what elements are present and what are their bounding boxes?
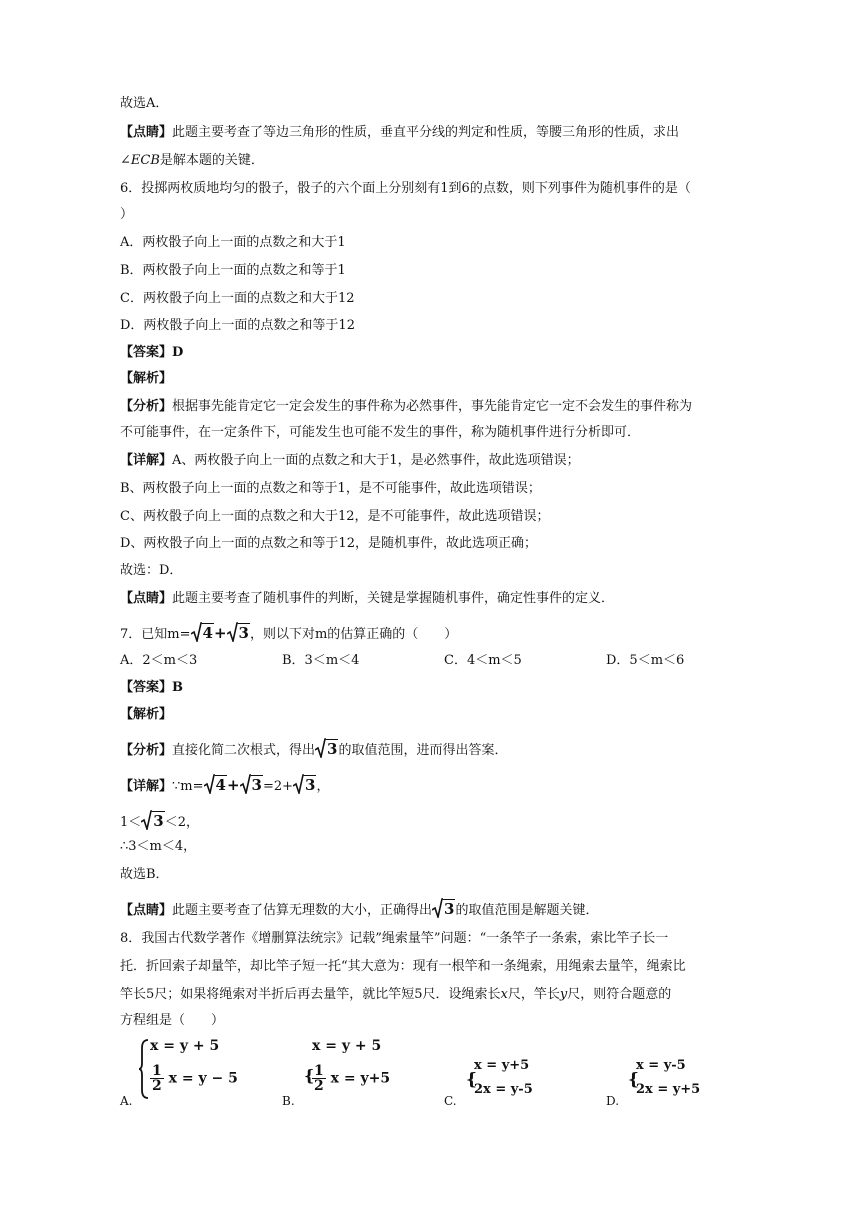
q5-answer: 故选A． xyxy=(120,96,169,111)
sqrt-3: 3 xyxy=(315,740,338,758)
detail-text: A、两枚骰子向上一面的点数之和大于1，是必然事件，故此选项错误； xyxy=(172,453,580,468)
stem3-mid: 尺，竿长 xyxy=(507,987,560,1002)
stem3-pre: 竿长5尺；如果将绳索对半折后再去量竿，就比竿短5尺．设绳索长 xyxy=(120,987,501,1002)
comment-text: 此题主要考查了随机事件的判断，关键是掌握随机事件，确定性事件的定义． xyxy=(172,591,615,606)
q6-fenxi-cont: 不可能事件，在一定条件下，可能发生也可能不发生的事件，称为随机事件进行分析即可． xyxy=(120,425,641,440)
detail-tag: 【详解】 xyxy=(120,779,173,794)
q6-fenxi xyxy=(120,398,692,416)
q8-b-eq2: $\frac{1}{2}$ x = y+5 xyxy=(314,1063,391,1094)
detail-tag: 【详解】 xyxy=(120,453,173,468)
q8-label-b: B. xyxy=(282,1094,295,1108)
stem3-post: 尺，则符合题意的 xyxy=(567,987,672,1002)
q7-stem-post: ，则以下对m的估算正确的（ ） xyxy=(249,627,458,642)
q8-stem-2: 托．折回索子却量竿，却比竿子短一托“其大意为：现有一根竿和一条绳索，用绳索去量竿，绳索比 xyxy=(120,959,686,974)
plus-sign: + xyxy=(226,776,240,794)
q5-comment xyxy=(120,124,679,142)
comment-text-cont: 是解本题的关键． xyxy=(159,153,264,168)
q8-stem-1: 8．我国古代数学著作《增删算法统宗》记载”绳索量竿”问题：“一条竿子一条索，索比竿子长一 xyxy=(120,931,669,946)
q6-detail-c: C、两枚骰子向上一面的点数之和大于12，是不可能事件，故此选项错误； xyxy=(120,509,550,524)
q7-stem-pre: 7．已知m= xyxy=(120,627,191,642)
fenxi-tag: 【分析】 xyxy=(120,399,173,414)
fenxi-post: 的取值范围，进而得出答案． xyxy=(338,743,508,758)
var-x: x xyxy=(500,987,508,1002)
sqrt-4: 4 xyxy=(191,624,214,642)
q8-d-eq1: x = y-5 xyxy=(636,1058,686,1073)
brace-c: { xyxy=(466,1070,477,1090)
detail-mid: =2+ xyxy=(262,779,294,794)
fenxi-tag: 【分析】 xyxy=(120,743,173,758)
q6-detail-d: D、两枚骰子向上一面的点数之和等于12，是随机事件，故此选项正确； xyxy=(120,536,537,551)
q8-a-eq2: $\frac{1}{2}$ x = y − 5 xyxy=(152,1063,238,1094)
comment-pre: 此题主要考查了估算无理数的大小，正确得出 xyxy=(172,903,433,918)
q6-analysis: 【解析】 xyxy=(120,371,173,386)
q5-comment-cont xyxy=(120,152,264,170)
line2-pre: 1＜ xyxy=(120,815,142,830)
comment-text: 此题主要考查了等边三角形的性质，垂直平分线的判定和性质，等腰三角形的性质，求出 xyxy=(172,125,680,140)
q7-detail xyxy=(120,776,329,796)
q6-option-d: D．两枚骰子向上一面的点数之和等于12 xyxy=(120,318,355,333)
q6-option-b: B．两枚骰子向上一面的点数之和等于1 xyxy=(120,263,346,278)
q8-c-eq2: 2x = y-5 xyxy=(474,1082,533,1097)
q8-stem-3 xyxy=(120,986,671,1004)
sqrt-3: 3 xyxy=(240,776,263,794)
q8-c-eq1: x = y+5 xyxy=(474,1058,530,1073)
q6-detail-a xyxy=(120,452,580,470)
fraction: $\frac{1}{2}$ xyxy=(314,1063,324,1094)
sqrt-3: 3 xyxy=(293,776,316,794)
q7-option-b: B．3＜m＜4 xyxy=(282,653,360,668)
comment-post: 的取值范围是解题关键． xyxy=(455,903,599,918)
q6-detail-b: B、两枚骰子向上一面的点数之和等于1，是不可能事件，故此选项错误； xyxy=(120,481,541,496)
q7-line3: ∴3＜m＜4， xyxy=(120,839,197,854)
var-y: y xyxy=(559,987,568,1002)
q7-option-c: C．4＜m＜5 xyxy=(444,653,522,668)
q6-answer: 【答案】D xyxy=(120,345,184,360)
brace-a xyxy=(138,1038,150,1100)
q8-a-eq1: x = y + 5 xyxy=(150,1038,220,1054)
q7-option-d: D．5＜m＜6 xyxy=(606,653,685,668)
sqrt-4: 4 xyxy=(204,776,227,794)
q7-choose: 故选B． xyxy=(120,867,169,882)
q6-stem: 6．投掷两枚质地均匀的骰子，骰子的六个面上分别刻有1到6的点数，则下列事件为随机事件的是（ xyxy=(120,181,691,196)
q8-label-d: D. xyxy=(606,1094,620,1108)
angle-symbol: ∠ECB xyxy=(120,153,160,168)
q7-analysis: 【解析】 xyxy=(120,707,173,722)
q7-answer: 【答案】B xyxy=(120,680,183,695)
line2-post: ＜2， xyxy=(164,815,199,830)
q6-comment xyxy=(120,590,614,608)
q6-choose: 故选：D． xyxy=(120,563,183,578)
q6-option-a: A．两枚骰子向上一面的点数之和大于1 xyxy=(120,235,346,250)
q8-d-eq2: 2x = y+5 xyxy=(636,1082,701,1097)
q7-comment xyxy=(120,900,598,920)
q7-line2 xyxy=(120,812,199,832)
plus-sign: + xyxy=(213,624,227,642)
brace-b: { xyxy=(304,1066,315,1085)
q8-stem-4: 方程组是（ ） xyxy=(120,1013,225,1028)
fenxi-text: 根据事先能肯定它一定会发生的事件称为必然事件，事先能肯定它一定不会发生的事件称为 xyxy=(172,399,693,414)
q8-label-a: A. xyxy=(120,1094,133,1108)
sqrt-3: 3 xyxy=(227,624,250,642)
comment-tag: 【点睛】 xyxy=(120,903,173,918)
detail-post: ， xyxy=(316,779,330,794)
fenxi-pre: 直接化简二次根式，得出 xyxy=(172,743,316,758)
q6-stem-cont: ） xyxy=(120,207,134,222)
q7-option-a: A．2＜m＜3 xyxy=(120,653,198,668)
q8-b-eq1: x = y + 5 xyxy=(312,1038,382,1054)
q7-fenxi xyxy=(120,740,507,760)
comment-tag: 【点睛】 xyxy=(120,591,173,606)
brace-d: { xyxy=(628,1070,639,1090)
q8-label-c: C. xyxy=(444,1094,457,1108)
sqrt-3: 3 xyxy=(432,900,455,918)
q6-option-c: C．两枚骰子向上一面的点数之和大于12 xyxy=(120,291,355,306)
comment-tag: 【点睛】 xyxy=(120,125,173,140)
q7-stem xyxy=(120,624,457,644)
fraction: $\frac{1}{2}$ xyxy=(152,1063,162,1094)
sqrt-3: 3 xyxy=(141,812,164,830)
detail-pre: ∵m= xyxy=(172,779,204,794)
